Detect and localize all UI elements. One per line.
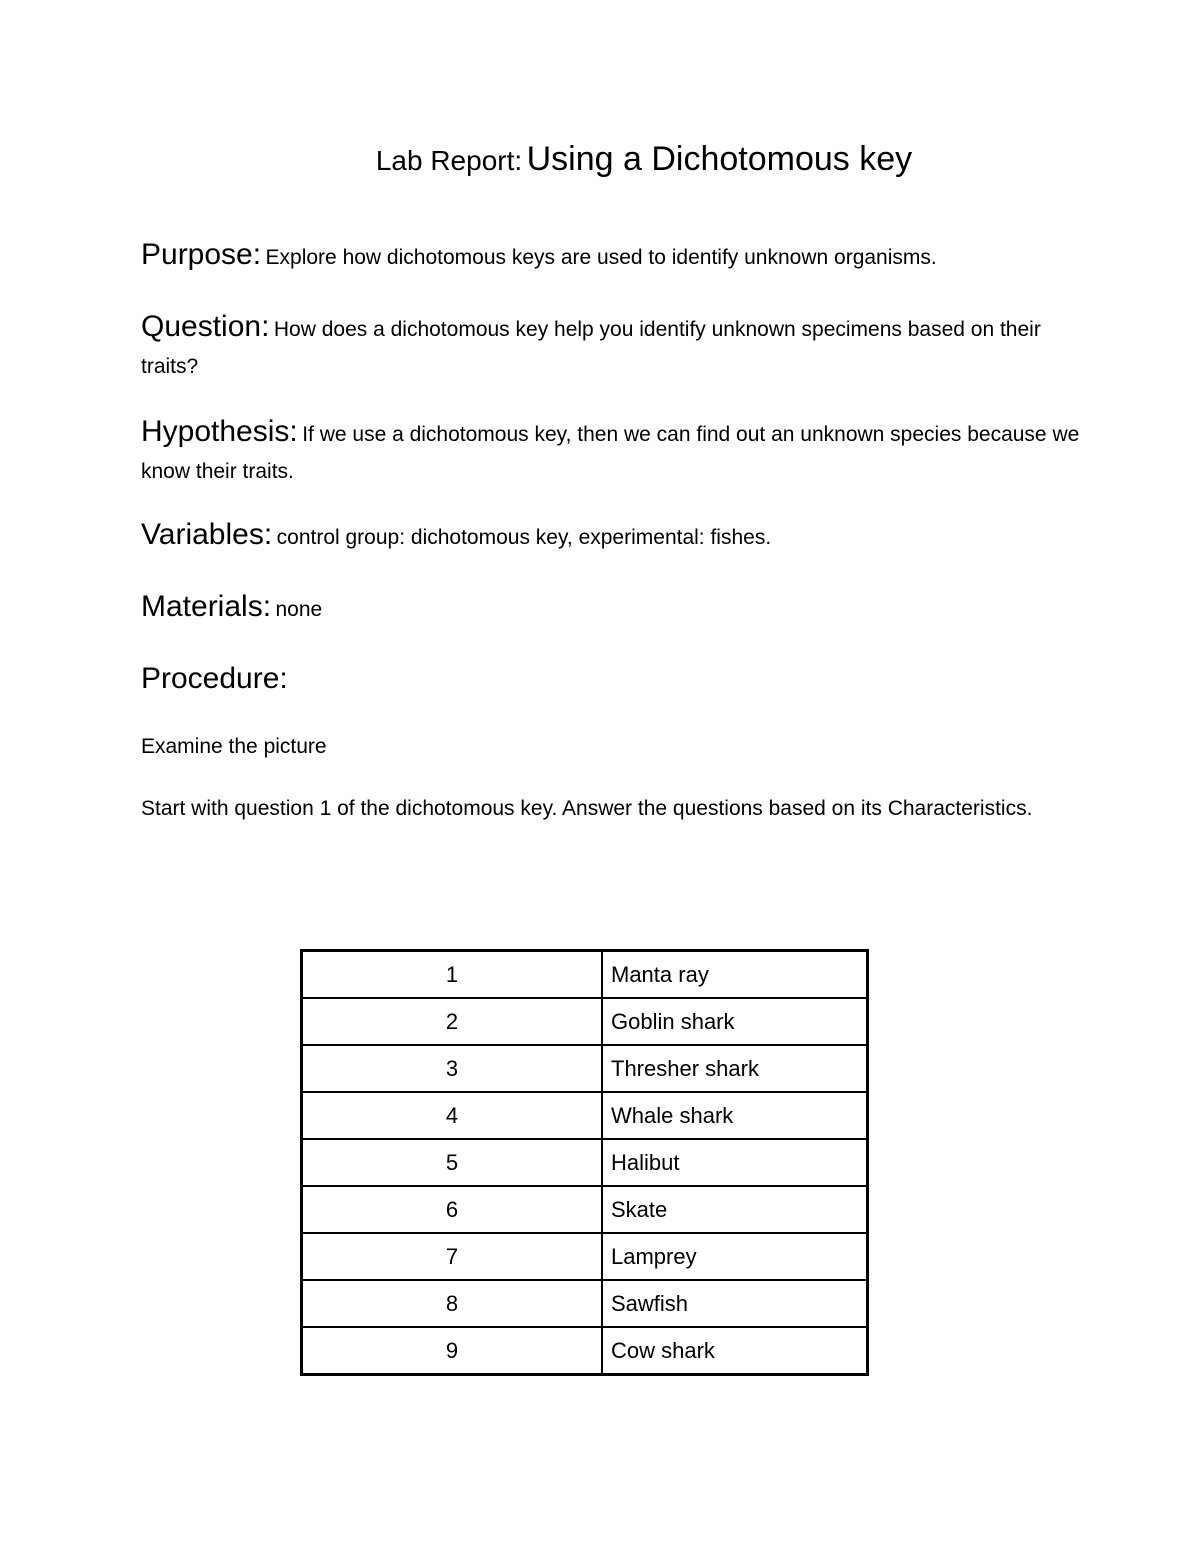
question-text: How does a dichotomous key help you identify unknown specimens based on their traits? [141,318,1041,378]
table-row [302,1139,868,1186]
title-main: Using a Dichotomous key [526,140,913,178]
title-prefix: Lab Report: [375,145,523,176]
question-section [141,309,1081,386]
row-species-name: Lamprey [602,1233,868,1280]
table-row [302,1186,868,1233]
procedure-label: Procedure: [141,662,288,695]
table-row [302,1280,868,1327]
row-species-name: Manta ray [602,951,868,999]
row-number: 5 [302,1139,603,1186]
table-row [302,1045,868,1092]
purpose-label: Purpose: [141,238,262,271]
row-number: 2 [302,998,603,1045]
page-title [0,140,1200,179]
materials-label: Materials: [141,590,272,623]
table-row [302,1233,868,1280]
row-number: 9 [302,1327,603,1375]
row-species-name: Thresher shark [602,1045,868,1092]
row-number: 7 [302,1233,603,1280]
variables-label: Variables: [141,518,273,551]
row-species-name: Skate [602,1186,868,1233]
row-number: 6 [302,1186,603,1233]
hypothesis-section [141,414,1081,491]
row-species-name: Whale shark [602,1092,868,1139]
row-species-name: Sawfish [602,1280,868,1327]
materials-text: none [275,598,323,621]
purpose-text: Explore how dichotomous keys are used to identify unknown organisms. [265,246,937,269]
row-number: 3 [302,1045,603,1092]
purpose-section [141,237,1081,277]
procedure-step-1: Examine the picture [141,735,327,758]
table-row [302,1327,868,1375]
row-species-name: Halibut [602,1139,868,1186]
row-number: 4 [302,1092,603,1139]
procedure-step-2: Start with question 1 of the dichotomous key. Answer the questions based on its Characteristics. [141,797,1033,820]
table-row [302,1092,868,1139]
row-number: 1 [302,951,603,999]
row-number: 8 [302,1280,603,1327]
row-species-name: Cow shark [602,1327,868,1375]
hypothesis-label: Hypothesis: [141,415,298,448]
row-species-name: Goblin shark [602,998,868,1045]
question-label: Question: [141,310,270,343]
materials-section [141,589,1081,629]
variables-section [141,517,1081,557]
table-row [302,998,868,1045]
procedure-section [141,661,1081,701]
variables-text: control group: dichotomous key, experimental: fishes. [276,526,772,549]
table-row [302,951,868,999]
hypothesis-text: If we use a dichotomous key, then we can find out an unknown species because we know their traits. [141,423,1080,483]
species-table [300,949,869,1376]
